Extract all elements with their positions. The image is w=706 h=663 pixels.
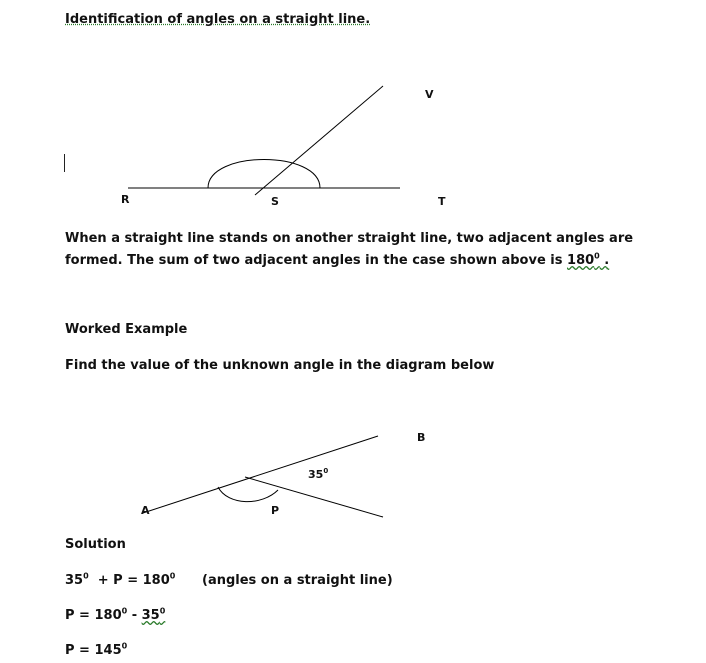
equation-1: $35^0 + P = 180^0$ — [65, 571, 176, 588]
equation-3: $P = 145^0$ — [65, 641, 128, 658]
label-a: A — [141, 504, 150, 517]
diagram-straight-line — [121, 86, 446, 208]
equation-2: $P = 180^0 - 35^0$ — [65, 606, 166, 623]
label-s: S — [271, 195, 279, 208]
angle-arc-p — [218, 487, 278, 502]
label-v: V — [425, 88, 434, 101]
sum-value: $180^0$ . — [567, 251, 610, 268]
find-instruction: Find the value of the unknown angle in the diagram below — [65, 358, 495, 373]
label-p: P — [271, 504, 280, 517]
paragraph-text: When a straight line stands on another straight line, two adjacent angles are formed. The sum of two adjacent angles in the case shown above is — [65, 231, 634, 268]
diagram-unknown-angle — [141, 431, 425, 517]
equation-1-note: (angles on a straight line) — [202, 573, 393, 588]
line-sv — [255, 86, 383, 195]
angle-arc-rsv — [208, 160, 320, 189]
label-b: B — [417, 431, 426, 444]
angle-35-label: $35^0$ — [308, 467, 329, 481]
label-t: T — [438, 195, 446, 208]
line-ab — [143, 436, 378, 513]
explanation-paragraph — [65, 228, 695, 272]
page-title: Identification of angles on a straight line. — [65, 12, 371, 27]
line-p — [245, 477, 383, 517]
solution-heading: Solution — [65, 537, 126, 552]
worked-example-heading: Worked Example — [65, 322, 188, 337]
label-r: R — [121, 193, 130, 206]
